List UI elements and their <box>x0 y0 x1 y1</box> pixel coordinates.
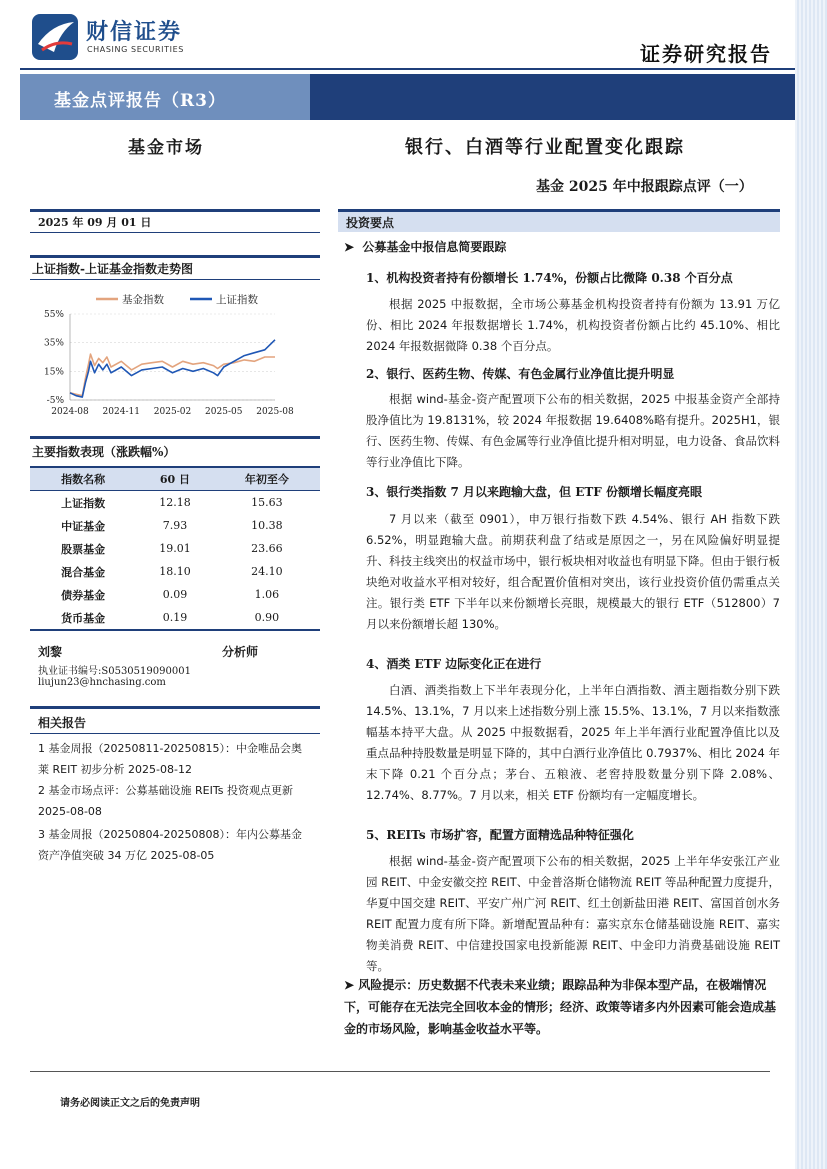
date-rule <box>30 209 320 212</box>
report-date: 2025 年 09 月 01 日 <box>38 216 152 229</box>
banner-title: 基金点评报告（R3） <box>54 91 226 111</box>
section-heading-text: 公募基金中报信息简要跟踪 <box>362 240 507 254</box>
points-title-bar <box>338 212 780 232</box>
table-row <box>30 537 320 560</box>
header-divider <box>20 68 795 70</box>
y-tick-label: 15% <box>43 367 64 378</box>
point-heading: 5、REITs 市场扩容，配置方面精选品种特征强化 <box>366 828 634 842</box>
date-rule-bottom <box>30 232 320 233</box>
cell-ytd: 10.38 <box>251 519 283 532</box>
side-decoration-stripe <box>795 0 827 1169</box>
cell-60d: 0.09 <box>162 588 188 601</box>
page-subtitle: 基金 2025 年中报跟踪点评（一） <box>536 179 753 195</box>
cell-ytd: 15.63 <box>251 496 283 509</box>
chart-title-rule <box>30 255 320 258</box>
point-heading: 3、银行类指数 7 月以来跑输大盘，但 ETF 份额增长幅度亮眼 <box>366 485 703 499</box>
arrow-bullet-icon: ➤ <box>344 240 355 254</box>
point-heading: 4、酒类 ETF 边际变化正在进行 <box>366 657 542 671</box>
paragraph-text: 根据 2025 中报数据，全市场公募基金机构投资者持有份额为 13.91 万亿份、相比 2024 年报数据增长 1.74%，机构投资者份额占比约 45.10%、相比 2024 年报数据微降 0.38 个百分点。 <box>366 297 780 353</box>
table-row <box>30 560 320 583</box>
author-cert-number: 执业证书编号:S0530519090001 <box>38 666 191 677</box>
point-paragraph <box>366 680 780 806</box>
index-name: 股票基金 <box>61 542 106 556</box>
arrow-bullet-icon: ➤ <box>344 978 355 992</box>
paragraph-text: 7 月以来（截至 0901），申万银行指数下跌 4.54%、银行 AH 指数下跌 6.52%，明显跑输大盘。前期获利盘了结或是原因之一，另在风险偏好明显提升、科技主线突出的权益市场中，银行板块相对收益也有明显下降。但由于银行板块绝对收益水平相对较好，组合配置价值相对突出，该行业投资价值仍需重点关注。银行类 ETF 下半年以来份额增长亮眼，规模最大的银行 ETF（512800）7 月以来份额增长超 130%。 <box>366 512 780 631</box>
index-performance-table <box>30 466 320 631</box>
header-cell: 年初至今 <box>214 467 320 491</box>
related-title-rule <box>30 706 320 709</box>
section-heading <box>344 238 506 255</box>
report-type-label: 证券研究报告 <box>640 42 772 66</box>
index-name: 上证指数 <box>61 496 106 510</box>
index-trend-chart <box>30 284 320 424</box>
paragraph-text: 根据 wind-基金-资产配置项下公布的相关数据，2025 上半年华安张江产业园 REIT、中金安徽交控 REIT、中金普洛斯仓储物流 REIT 等品种配置力度提升，华夏中国交建 REIT、平安广州广河 REIT、红土创新盐田港 REIT、富国首创水务 REIT 配置力度有所下降。新增配置品种有：嘉实京东仓储基础设施 REIT、嘉实物美消费 REIT、中信建投国家电投新能源 REIT、中金印力消费基础设施 REIT 等。 <box>366 854 780 973</box>
legend-label: 上证指数 <box>216 294 258 306</box>
logo-text-cn: 财信证券 <box>86 20 183 45</box>
perf-table-title: 主要指数表现（涨跌幅%） <box>32 445 176 459</box>
point-paragraph <box>366 851 780 977</box>
market-label: 基金市场 <box>128 138 204 158</box>
footer-disclaimer: 请务必阅读正文之后的免责声明 <box>60 1098 200 1109</box>
perf-title-rule <box>30 436 320 439</box>
page-title: 银行、白酒等行业配置变化跟踪 <box>405 137 685 158</box>
cell-ytd: 0.90 <box>214 606 320 630</box>
header-cell: 指数名称 <box>30 467 136 491</box>
point-paragraph <box>366 294 780 357</box>
author-email[interactable]: liujun23@hnchasing.com <box>38 677 166 688</box>
index-name: 货币基金 <box>30 606 136 630</box>
y-tick-label: 35% <box>43 338 64 349</box>
cell-60d: 7.93 <box>162 519 188 532</box>
cell-60d: 0.19 <box>136 606 213 630</box>
legend-label: 基金指数 <box>122 294 164 306</box>
chart-legend <box>96 293 258 306</box>
cell-60d: 19.01 <box>159 542 191 555</box>
point-heading: 2、银行、医药生物、传媒、有色金属行业净值比提升明显 <box>366 367 675 381</box>
risk-warning-text: 风险提示：历史数据不代表未来业绩；跟踪品种为非保本型产品，在极端情况下，可能存在无法完全回收本金的情形；经济、政策等诸多内外因素可能会造成基金的市场风险，影响基金收益水平等。 <box>344 978 777 1036</box>
point-paragraph <box>366 509 780 635</box>
x-tick-label: 2024-11 <box>102 407 140 417</box>
paragraph-text: 白酒、酒类指数上下半年表现分化，上半年白酒指数、酒主题指数分别下跌 14.5%、13.1%，7 月以来上述指数分别上涨 15.5%、13.1%，7 月以来指数涨幅基本持平大盘。从 2025 中报数据看，2025 年上半年酒行业配置净值比以及重点品种持股数量是明显下降的，其中白酒行业净值比 0.7937%、相比 2024 年末下降 0.21 个百分点；茅台、五粮液、老窖持股数量分别下降 2.08%、12.74%、8.77%。7 月以来，相关 ETF 份额均有一定幅度增长。 <box>366 683 780 802</box>
banner-right <box>310 74 795 120</box>
table-header-row <box>30 467 320 491</box>
cell-ytd: 1.06 <box>254 588 280 601</box>
related-report-link[interactable]: 1 基金周报（20250811-20250815）：中金唯品会奥莱 REIT 初步分析 2025-08-12 <box>38 742 302 776</box>
x-tick-label: 2024-08 <box>51 407 89 417</box>
related-title-rule-bottom <box>30 733 320 734</box>
x-tick-label: 2025-05 <box>205 407 243 417</box>
author-role: 分析师 <box>222 645 259 659</box>
investment-points-title: 投资要点 <box>346 216 395 230</box>
table-row <box>30 606 320 630</box>
table-row <box>30 491 320 515</box>
table-row <box>30 514 320 537</box>
chart-title-rule-bottom <box>30 279 320 280</box>
cell-ytd: 24.10 <box>251 565 283 578</box>
table-row <box>30 583 320 606</box>
header-cell: 60 日 <box>136 467 213 491</box>
related-reports-title: 相关报告 <box>38 716 87 730</box>
y-tick-label: 55% <box>43 310 64 320</box>
index-name: 债券基金 <box>61 588 106 602</box>
x-tick-label: 2025-08 <box>256 407 294 417</box>
footer-divider <box>30 1071 770 1072</box>
index-name: 混合基金 <box>61 565 106 579</box>
paragraph-text: 根据 wind-基金-资产配置项下公布的相关数据，2025 中报基金资产全部持股净值比为 19.8131%，较 2024 年报数据 19.6408%略有提升。2025H1，银行、医药生物、传媒、有色金属等行业净值比提升相对明显，电力设备、食品饮料等行业净值比下降。 <box>366 392 780 469</box>
related-report-link[interactable]: 3 基金周报（20250804-20250808）：年内公募基金资产净值突破 34 万亿 2025-08-05 <box>38 828 302 862</box>
point-heading: 1、机构投资者持有份额增长 1.74%，份额占比微降 0.38 个百分点 <box>366 271 733 285</box>
index-name: 中证基金 <box>61 519 106 533</box>
point-paragraph <box>366 389 780 473</box>
logo-text-en: CHASING SECURITIES <box>87 45 184 54</box>
company-logo-icon <box>32 14 78 60</box>
cell-60d: 18.10 <box>159 565 191 578</box>
x-tick-label: 2025-02 <box>153 407 192 417</box>
author-name: 刘黎 <box>38 645 63 659</box>
risk-warning <box>344 974 780 1040</box>
cell-60d: 12.18 <box>159 496 191 509</box>
series-line <box>70 340 275 397</box>
cell-ytd: 23.66 <box>251 542 283 555</box>
related-report-link[interactable]: 2 基金市场点评：公募基础设施 REITs 投资观点更新 2025-08-08 <box>38 784 293 818</box>
y-tick-label: -5% <box>46 396 64 406</box>
chart-title: 上证指数-上证基金指数走势图 <box>32 262 193 276</box>
series-line <box>70 354 275 396</box>
